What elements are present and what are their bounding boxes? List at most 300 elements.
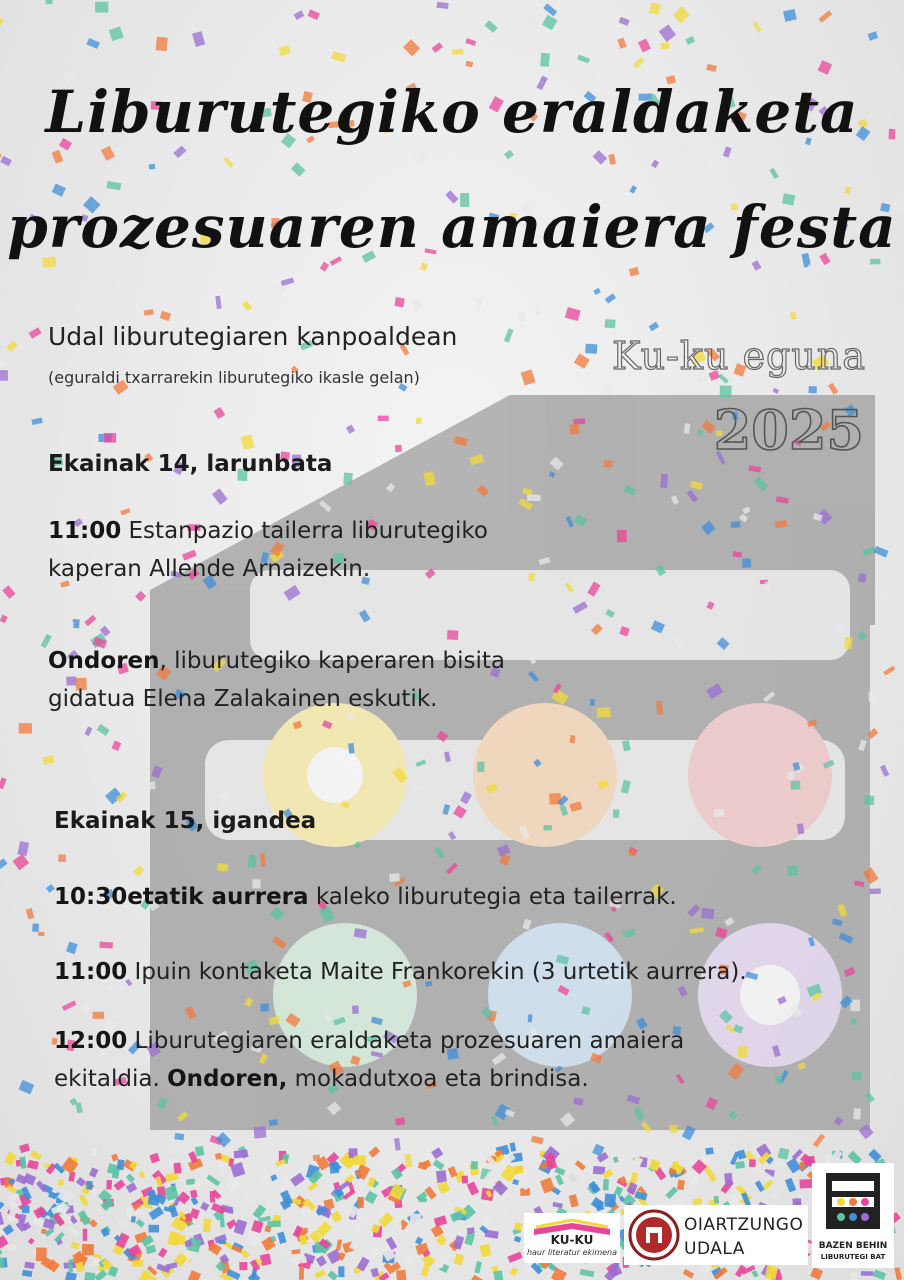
confetti-piece bbox=[517, 311, 525, 322]
bazen-logo-line2: LIBURUTEGI BAT bbox=[820, 1253, 886, 1261]
confetti-piece bbox=[865, 1092, 875, 1102]
venue-note: (eguraldi txarrarekin liburutegiko ikasle gelan) bbox=[48, 368, 420, 387]
confetti-piece bbox=[528, 15, 539, 28]
confetti-piece bbox=[808, 386, 816, 393]
confetti-piece bbox=[292, 1249, 301, 1254]
confetti-piece bbox=[690, 927, 704, 933]
confetti-piece bbox=[186, 1179, 195, 1185]
confetti-piece bbox=[467, 1181, 479, 1195]
confetti-piece bbox=[705, 1097, 717, 1110]
confetti-piece bbox=[352, 1005, 359, 1014]
confetti-piece bbox=[364, 1191, 377, 1204]
confetti-piece bbox=[735, 1161, 745, 1169]
item-text: Estanpazio tailerra liburutegiko bbox=[121, 518, 488, 544]
confetti-piece bbox=[465, 61, 473, 67]
confetti-piece bbox=[224, 157, 234, 168]
confetti-piece bbox=[604, 1193, 616, 1207]
confetti-piece bbox=[751, 864, 761, 875]
confetti-piece bbox=[765, 581, 772, 591]
confetti-piece bbox=[619, 17, 630, 26]
confetti-piece bbox=[89, 1167, 98, 1177]
confetti-piece bbox=[104, 433, 116, 443]
confetti-piece bbox=[415, 1237, 423, 1245]
confetti-piece bbox=[861, 1271, 874, 1276]
bazen-logo-line1: BAZEN BEHIN bbox=[818, 1241, 888, 1251]
confetti-piece bbox=[348, 743, 354, 754]
confetti-piece bbox=[52, 150, 64, 164]
confetti-piece bbox=[146, 1245, 157, 1254]
confetti-piece bbox=[832, 1149, 843, 1161]
confetti-piece bbox=[673, 6, 690, 23]
confetti-piece bbox=[697, 50, 704, 61]
confetti-piece bbox=[839, 932, 854, 944]
confetti-piece bbox=[834, 1117, 843, 1126]
confetti-piece bbox=[92, 1188, 98, 1195]
confetti-piece bbox=[446, 863, 458, 875]
confetti-piece bbox=[742, 558, 751, 568]
confetti-piece bbox=[723, 146, 732, 157]
confetti-piece bbox=[454, 1254, 465, 1266]
confetti-piece bbox=[260, 1253, 272, 1265]
confetti-piece bbox=[513, 1166, 523, 1173]
confetti-piece bbox=[684, 423, 691, 434]
kuku-logo-name: KU-KU bbox=[550, 1233, 594, 1247]
confetti-piece bbox=[731, 521, 741, 528]
confetti-piece bbox=[68, 1171, 75, 1181]
confetti-piece bbox=[26, 908, 35, 919]
confetti-piece bbox=[58, 1179, 64, 1186]
confetti-piece bbox=[660, 42, 670, 49]
confetti-piece bbox=[0, 1201, 5, 1210]
confetti-piece bbox=[605, 319, 616, 328]
confetti-piece bbox=[214, 407, 226, 419]
confetti-piece bbox=[776, 496, 789, 504]
confetti-piece bbox=[701, 521, 715, 535]
confetti-piece bbox=[813, 1134, 825, 1148]
confetti-piece bbox=[395, 1117, 405, 1125]
confetti-piece bbox=[423, 471, 436, 486]
confetti-piece bbox=[604, 932, 614, 943]
confetti-piece bbox=[584, 66, 598, 77]
confetti-piece bbox=[447, 630, 458, 640]
confetti-piece bbox=[464, 1232, 475, 1246]
confetti-piece bbox=[404, 1154, 413, 1168]
confetti-piece bbox=[751, 260, 761, 271]
confetti-piece bbox=[416, 418, 422, 424]
confetti-piece bbox=[486, 783, 498, 794]
confetti-piece bbox=[343, 472, 353, 484]
event-name: Ku-ku eguna bbox=[612, 334, 866, 378]
confetti-piece bbox=[619, 626, 630, 637]
confetti-piece bbox=[867, 728, 879, 739]
confetti-piece bbox=[656, 701, 663, 715]
confetti-piece bbox=[858, 739, 866, 751]
confetti-piece bbox=[790, 1004, 802, 1017]
confetti-piece bbox=[45, 0, 53, 4]
confetti-piece bbox=[218, 791, 231, 803]
confetti-piece bbox=[477, 298, 482, 306]
confetti-piece bbox=[560, 1112, 575, 1127]
confetti-piece bbox=[424, 1186, 436, 1199]
confetti-piece bbox=[253, 1126, 266, 1139]
confetti-piece bbox=[580, 1269, 595, 1277]
confetti-piece bbox=[629, 267, 640, 277]
confetti-piece bbox=[706, 64, 717, 72]
confetti-piece bbox=[720, 385, 732, 397]
confetti-piece bbox=[683, 1269, 695, 1279]
confetti-piece bbox=[785, 1178, 796, 1193]
confetti-piece bbox=[6, 341, 17, 352]
confetti-piece bbox=[469, 454, 484, 465]
title-line-1: Liburutegiko eraldaketa bbox=[45, 78, 859, 146]
confetti-piece bbox=[521, 369, 536, 385]
confetti-piece bbox=[260, 853, 266, 866]
confetti-piece bbox=[833, 622, 848, 634]
confetti-piece bbox=[598, 779, 609, 789]
confetti-piece bbox=[797, 823, 804, 834]
confetti-piece bbox=[190, 1190, 198, 1198]
confetti-piece bbox=[86, 1181, 93, 1190]
confetti-piece bbox=[808, 937, 815, 947]
day-2-heading: Ekainak 15, igandea bbox=[54, 808, 317, 834]
confetti-piece bbox=[272, 936, 287, 949]
confetti-piece bbox=[569, 424, 579, 435]
confetti-piece bbox=[0, 156, 12, 166]
confetti-piece bbox=[139, 1171, 146, 1179]
day-2-item-3 bbox=[54, 1022, 854, 1098]
confetti-piece bbox=[853, 1108, 861, 1119]
confetti-piece bbox=[187, 1270, 201, 1280]
confetti-piece bbox=[869, 692, 877, 702]
confetti-piece bbox=[338, 1266, 344, 1277]
confetti-piece bbox=[682, 1125, 696, 1140]
confetti-piece bbox=[220, 1217, 225, 1227]
confetti-piece bbox=[173, 146, 186, 159]
day-2-item-2 bbox=[54, 953, 884, 991]
confetti-piece bbox=[507, 1252, 522, 1263]
confetti-piece bbox=[38, 932, 44, 936]
confetti-piece bbox=[415, 783, 423, 790]
confetti-piece bbox=[92, 1257, 99, 1266]
confetti-piece bbox=[415, 752, 422, 758]
confetti-piece bbox=[403, 1254, 414, 1265]
kuku-logo-tagline: haur literatur ekimena bbox=[526, 1248, 618, 1257]
confetti-piece bbox=[844, 637, 853, 649]
confetti-piece bbox=[432, 42, 443, 53]
confetti-piece bbox=[83, 1229, 88, 1241]
confetti-piece bbox=[89, 1219, 98, 1228]
confetti-piece bbox=[96, 724, 109, 736]
confetti-piece bbox=[465, 38, 476, 46]
confetti-piece bbox=[552, 1202, 562, 1208]
day-1-heading: Ekainak 14, larunbata bbox=[48, 451, 333, 477]
confetti-piece bbox=[739, 514, 748, 523]
confetti-piece bbox=[158, 1248, 168, 1258]
confetti-piece bbox=[875, 588, 890, 602]
confetti-piece bbox=[573, 418, 585, 424]
confetti-piece bbox=[135, 591, 146, 602]
confetti-piece bbox=[728, 1110, 738, 1120]
confetti-piece bbox=[823, 760, 835, 769]
confetti-piece bbox=[62, 1001, 77, 1011]
confetti-piece bbox=[106, 1180, 112, 1190]
confetti-piece bbox=[91, 1148, 98, 1156]
confetti-piece bbox=[778, 1147, 790, 1159]
confetti-piece bbox=[136, 1219, 145, 1228]
confetti-piece bbox=[608, 154, 616, 165]
confetti-piece bbox=[352, 1225, 363, 1236]
confetti-piece bbox=[290, 1173, 305, 1187]
confetti-piece bbox=[84, 615, 96, 626]
confetti-piece bbox=[477, 484, 489, 497]
confetti-piece bbox=[93, 1012, 105, 1019]
confetti-piece bbox=[633, 57, 644, 69]
confetti-piece bbox=[613, 810, 619, 818]
item-time: 11:00 bbox=[48, 518, 122, 544]
confetti-piece bbox=[774, 1159, 784, 1167]
confetti-piece bbox=[431, 1147, 443, 1159]
confetti-piece bbox=[84, 726, 92, 736]
confetti-piece bbox=[468, 1275, 485, 1280]
confetti-piece bbox=[267, 1220, 281, 1227]
confetti-piece bbox=[19, 1143, 30, 1153]
confetti-piece bbox=[58, 855, 65, 862]
day-2-item-1 bbox=[54, 878, 874, 916]
confetti-piece bbox=[241, 435, 255, 450]
confetti-piece bbox=[613, 1156, 619, 1163]
confetti-piece bbox=[543, 825, 552, 830]
confetti-piece bbox=[195, 1146, 205, 1157]
confetti-piece bbox=[329, 1162, 339, 1174]
confetti-piece bbox=[799, 1162, 806, 1171]
confetti-piece bbox=[585, 344, 597, 354]
confetti-piece bbox=[185, 1006, 197, 1019]
confetti-piece bbox=[732, 551, 742, 558]
confetti-piece bbox=[504, 328, 514, 342]
confetti-piece bbox=[453, 805, 467, 819]
confetti-piece bbox=[203, 1219, 211, 1233]
confetti-piece bbox=[624, 485, 637, 495]
confetti-piece bbox=[748, 465, 761, 472]
confetti-piece bbox=[29, 327, 42, 338]
confetti-piece bbox=[592, 1185, 598, 1192]
confetti-piece bbox=[291, 162, 306, 176]
confetti-piece bbox=[414, 151, 428, 165]
confetti-piece bbox=[84, 1272, 95, 1280]
confetti-piece bbox=[604, 386, 613, 395]
confetti-piece bbox=[435, 847, 445, 859]
confetti-piece bbox=[622, 740, 631, 751]
confetti-piece bbox=[4, 1152, 17, 1166]
item-bold-inline: Ondoren, bbox=[167, 1066, 288, 1092]
confetti-piece bbox=[354, 928, 367, 939]
confetti-piece bbox=[419, 1198, 427, 1202]
confetti-piece bbox=[737, 1149, 746, 1159]
confetti-piece bbox=[160, 311, 171, 321]
confetti-piece bbox=[0, 615, 8, 624]
confetti-piece bbox=[453, 1235, 464, 1250]
confetti-piece bbox=[0, 777, 7, 789]
confetti-piece bbox=[0, 148, 2, 160]
confetti-piece bbox=[126, 1207, 131, 1218]
confetti-piece bbox=[437, 2, 449, 9]
confetti-piece bbox=[395, 445, 402, 452]
confetti-piece bbox=[649, 322, 659, 331]
confetti-piece bbox=[638, 39, 651, 53]
confetti-piece bbox=[628, 849, 636, 857]
confetti-piece bbox=[341, 801, 350, 809]
confetti-piece bbox=[299, 1266, 304, 1279]
confetti-piece bbox=[0, 1257, 4, 1267]
confetti-piece bbox=[514, 1236, 521, 1243]
confetti-piece bbox=[242, 300, 253, 311]
confetti-piece bbox=[336, 1239, 342, 1250]
confetti-piece bbox=[327, 1270, 338, 1280]
confetti-piece bbox=[493, 1270, 503, 1280]
item-time: Ondoren bbox=[48, 648, 160, 674]
confetti-piece bbox=[19, 723, 32, 734]
confetti-piece bbox=[753, 22, 762, 33]
title-line-2: prozesuaren amaiera festa bbox=[7, 193, 897, 261]
confetti-piece bbox=[807, 719, 817, 727]
confetti-piece bbox=[659, 24, 676, 42]
confetti-piece bbox=[24, 1262, 35, 1270]
confetti-piece bbox=[308, 9, 320, 20]
confetti-piece bbox=[454, 436, 468, 447]
confetti-piece bbox=[368, 1146, 380, 1157]
confetti-piece bbox=[260, 1004, 269, 1012]
confetti-piece bbox=[324, 1014, 332, 1022]
confetti-piece bbox=[226, 1179, 241, 1193]
confetti-piece bbox=[672, 633, 685, 648]
confetti-piece bbox=[217, 863, 228, 871]
confetti-piece bbox=[174, 1162, 182, 1173]
confetti-piece bbox=[394, 1138, 401, 1151]
confetti-piece bbox=[368, 1243, 380, 1256]
confetti-piece bbox=[17, 841, 29, 856]
confetti-piece bbox=[174, 1133, 184, 1140]
confetti-piece bbox=[512, 1179, 519, 1185]
bazen-behin-building-icon bbox=[812, 1163, 894, 1241]
confetti-piece bbox=[742, 506, 750, 514]
confetti-piece bbox=[95, 2, 108, 13]
confetti-piece bbox=[260, 1171, 273, 1187]
oiartzun-logo bbox=[624, 1205, 808, 1265]
confetti-piece bbox=[677, 1180, 685, 1191]
confetti-piece bbox=[570, 801, 583, 811]
confetti-piece bbox=[0, 354, 8, 369]
confetti-piece bbox=[574, 354, 590, 369]
confetti-piece bbox=[605, 293, 616, 303]
confetti-piece bbox=[480, 1244, 492, 1257]
confetti-piece bbox=[868, 31, 879, 40]
confetti-piece bbox=[0, 17, 4, 26]
confetti-piece bbox=[575, 1160, 586, 1170]
confetti-piece bbox=[669, 1125, 678, 1133]
confetti-piece bbox=[533, 759, 541, 768]
confetti-piece bbox=[775, 520, 788, 528]
item-time: 12:00 bbox=[54, 1028, 128, 1054]
confetti-piece bbox=[215, 296, 221, 309]
confetti-piece bbox=[156, 37, 168, 51]
confetti-piece bbox=[393, 767, 408, 783]
confetti-piece bbox=[559, 805, 568, 816]
confetti-piece bbox=[484, 20, 497, 33]
confetti-piece bbox=[883, 666, 895, 676]
confetti-piece bbox=[857, 631, 867, 641]
confetti-piece bbox=[22, 1270, 32, 1277]
confetti-piece bbox=[617, 38, 626, 49]
confetti-piece bbox=[327, 1101, 341, 1115]
confetti-piece bbox=[717, 637, 730, 650]
confetti-piece bbox=[174, 1236, 185, 1245]
item-time: 10:30etatik aurrera bbox=[54, 884, 309, 910]
confetti-piece bbox=[346, 424, 355, 433]
confetti-piece bbox=[863, 546, 876, 556]
confetti-piece bbox=[786, 1158, 801, 1174]
confetti-piece bbox=[67, 622, 74, 629]
confetti-piece bbox=[605, 609, 614, 618]
confetti-piece bbox=[527, 494, 541, 501]
confetti-piece bbox=[471, 1161, 478, 1170]
confetti-piece bbox=[331, 51, 346, 63]
confetti-piece bbox=[396, 1270, 406, 1280]
confetti-piece bbox=[504, 150, 514, 160]
confetti-piece bbox=[206, 1175, 220, 1187]
confetti-piece bbox=[378, 416, 389, 421]
confetti-piece bbox=[593, 150, 608, 164]
confetti-piece bbox=[322, 720, 332, 729]
confetti-piece bbox=[754, 476, 768, 491]
day-1-item-1 bbox=[48, 512, 608, 588]
confetti-piece bbox=[82, 1244, 94, 1255]
confetti-piece bbox=[114, 1179, 126, 1190]
confetti-piece bbox=[293, 721, 303, 730]
confetti-piece bbox=[448, 831, 456, 840]
confetti-piece bbox=[420, 262, 428, 271]
confetti-piece bbox=[492, 1180, 508, 1195]
confetti-piece bbox=[244, 997, 253, 1007]
confetti-piece bbox=[894, 1267, 902, 1280]
confetti-piece bbox=[350, 1253, 358, 1261]
confetti-piece bbox=[687, 1170, 699, 1184]
confetti-piece bbox=[510, 1267, 519, 1276]
confetti-piece bbox=[772, 388, 779, 394]
confetti-piece bbox=[651, 160, 659, 169]
confetti-piece bbox=[477, 762, 484, 772]
confetti-piece bbox=[215, 1153, 222, 1160]
confetti-piece bbox=[248, 1175, 254, 1181]
confetti-piece bbox=[501, 1211, 508, 1219]
confetti-piece bbox=[111, 740, 121, 751]
confetti-piece bbox=[277, 1232, 286, 1244]
confetti-piece bbox=[86, 38, 100, 49]
confetti-piece bbox=[281, 1177, 291, 1188]
item-text: , liburutegiko kaperaren bisita bbox=[159, 648, 505, 674]
confetti-piece bbox=[8, 1244, 16, 1251]
confetti-piece bbox=[554, 1167, 565, 1176]
confetti-piece bbox=[791, 781, 801, 790]
confetti-piece bbox=[565, 307, 581, 321]
confetti-piece bbox=[412, 299, 422, 310]
confetti-piece bbox=[32, 923, 39, 932]
confetti-piece bbox=[65, 1271, 77, 1280]
confetti-piece bbox=[81, 1005, 90, 1013]
confetti-piece bbox=[563, 1171, 579, 1187]
confetti-piece bbox=[149, 1225, 159, 1233]
confetti-piece bbox=[569, 735, 575, 744]
confetti-piece bbox=[549, 471, 556, 478]
